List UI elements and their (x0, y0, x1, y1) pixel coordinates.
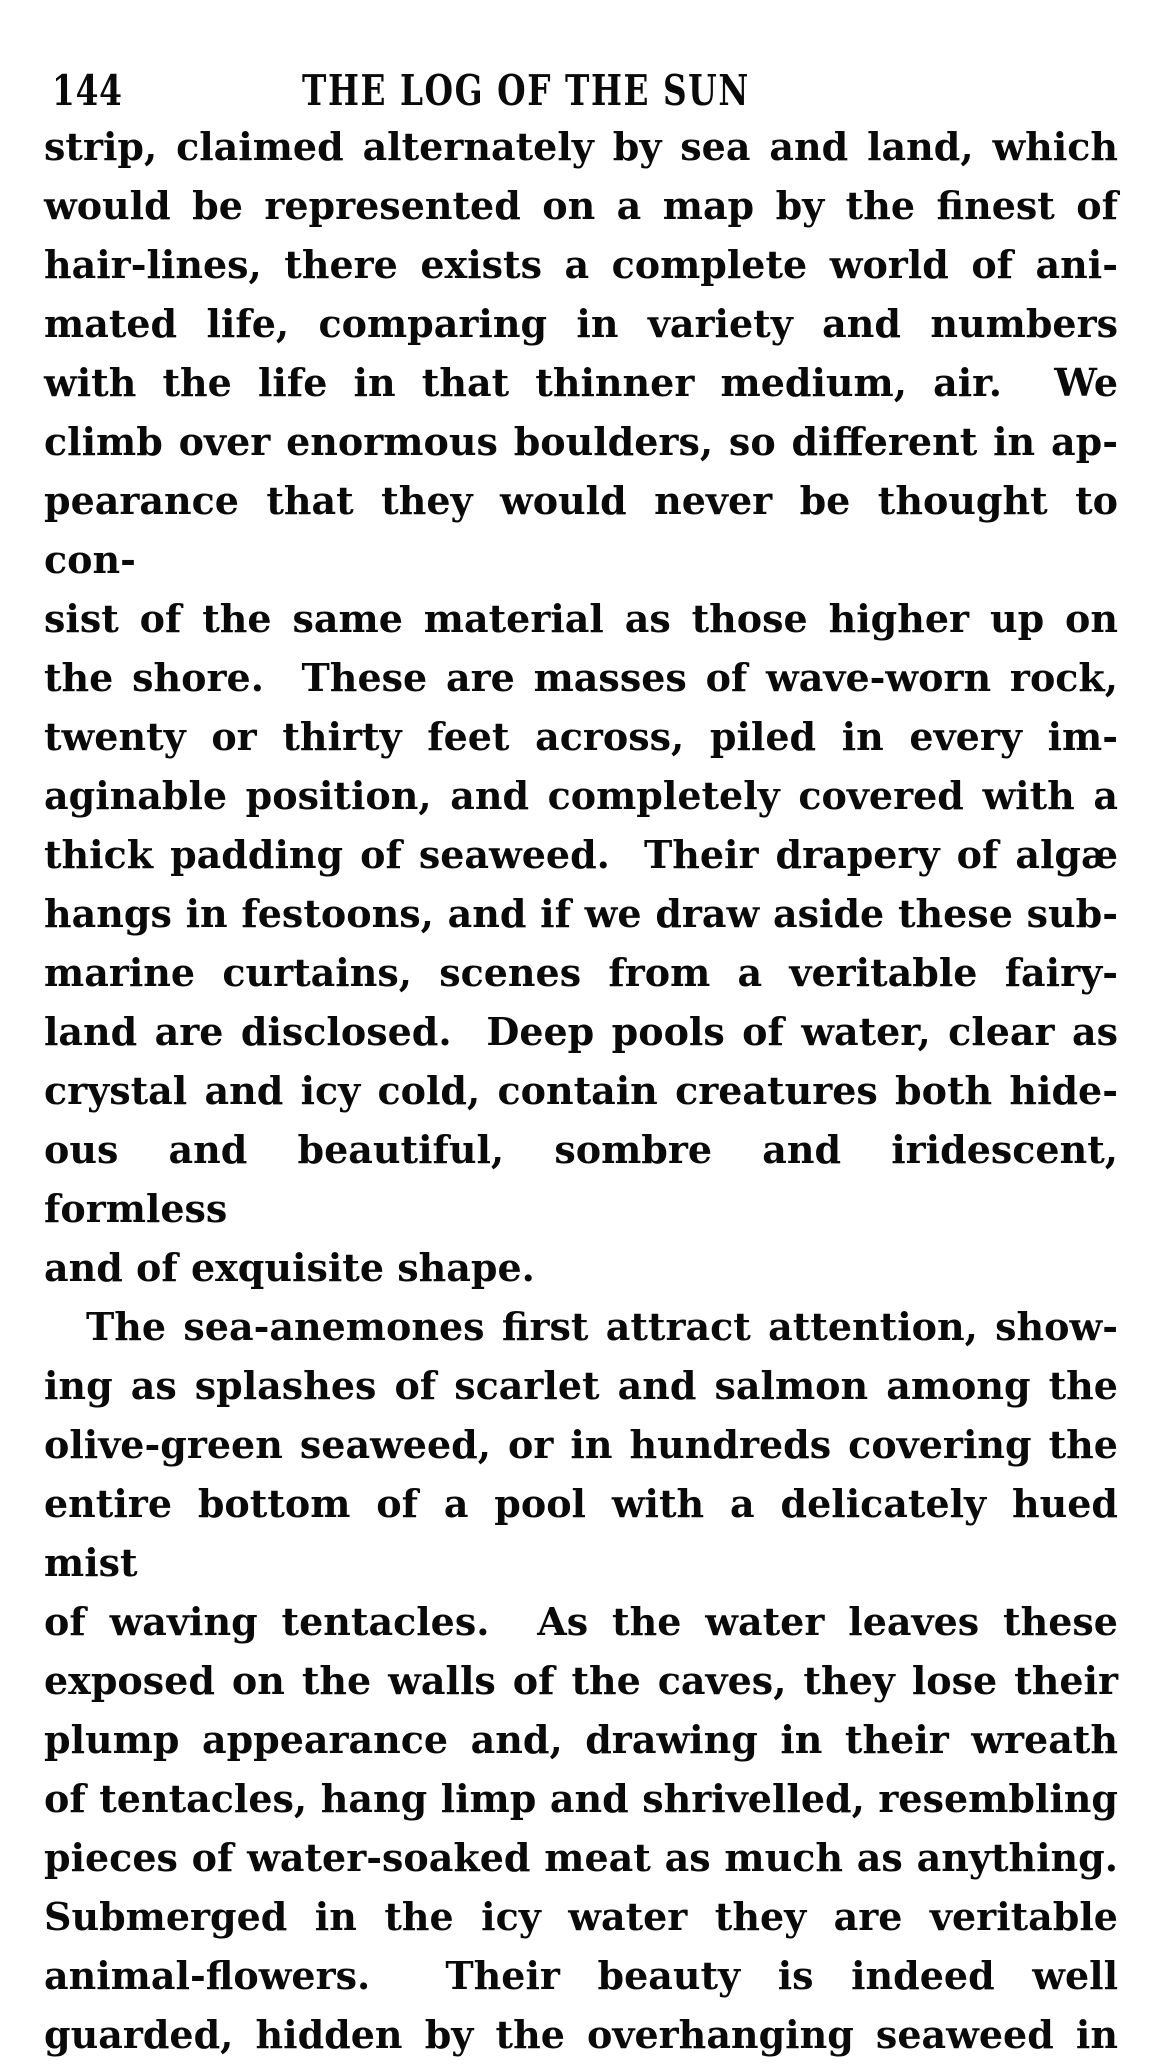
text-line: land are disclosed. Deep pools of water, clear as (44, 1009, 1118, 1054)
text-line: climb over enormous boulders, so different in ap- (44, 419, 1118, 464)
text-line: with the life in that thinner medium, air. We (44, 360, 1118, 405)
text-line: twenty or thirty feet across, piled in every im- (44, 714, 1118, 759)
text-line: pieces of water-soaked meat as much as anything. (44, 1835, 1118, 1880)
text-line: of tentacles, hang limp and shrivelled, resembling (44, 1776, 1118, 1821)
text-line: pearance that they would never be thought to con- (44, 478, 1118, 582)
text-line: ing as splashes of scarlet and salmon among the (44, 1363, 1118, 1408)
text-line: animal-flowers. Their beauty is indeed well (44, 1953, 1118, 1998)
text-line: aginable position, and completely covered with a (44, 773, 1118, 818)
text-line: of waving tentacles. As the water leaves these (44, 1599, 1118, 1644)
text-line: The sea-anemones first attract attention, show- (86, 1304, 1118, 1349)
running-title: THE LOG OF THE SUN (302, 66, 750, 115)
page-number: 144 (52, 66, 123, 115)
text-line: would be represented on a map by the finest of (44, 183, 1118, 228)
paragraph (44, 1297, 1118, 2064)
text-line: exposed on the walls of the caves, they lose their (44, 1658, 1118, 1703)
text-line: strip, claimed alternately by sea and land, which (44, 124, 1118, 169)
text-line: olive-green seaweed, or in hundreds covering the (44, 1422, 1118, 1467)
text-line: hangs in festoons, and if we draw aside these sub- (44, 891, 1118, 936)
page-text (44, 117, 1118, 2064)
text-line: ous and beautiful, sombre and iridescent, formless (44, 1127, 1118, 1231)
text-line: crystal and icy cold, contain creatures both hide- (44, 1068, 1118, 1113)
text-line: the shore. These are masses of wave-worn rock, (44, 655, 1118, 700)
text-line: thick padding of seaweed. Their drapery of algæ (44, 832, 1118, 877)
text-line: entire bottom of a pool with a delicately hued mist (44, 1481, 1118, 1585)
text-line: guarded, hidden by the overhanging seaweed in (44, 2012, 1118, 2057)
text-line: plump appearance and, drawing in their wreath (44, 1717, 1118, 1762)
text-line: marine curtains, scenes from a veritable fairy- (44, 950, 1118, 995)
text-line: hair-lines, there exists a complete world of ani- (44, 242, 1118, 287)
page-header (0, 66, 1158, 116)
text-line: sist of the same material as those higher up on (44, 596, 1118, 641)
text-line: mated life, comparing in variety and numbers (44, 301, 1118, 346)
paragraph (44, 117, 1118, 1297)
text-line: Submerged in the icy water they are veritable (44, 1894, 1118, 1939)
text-line: and of exquisite shape. (44, 1245, 535, 1290)
